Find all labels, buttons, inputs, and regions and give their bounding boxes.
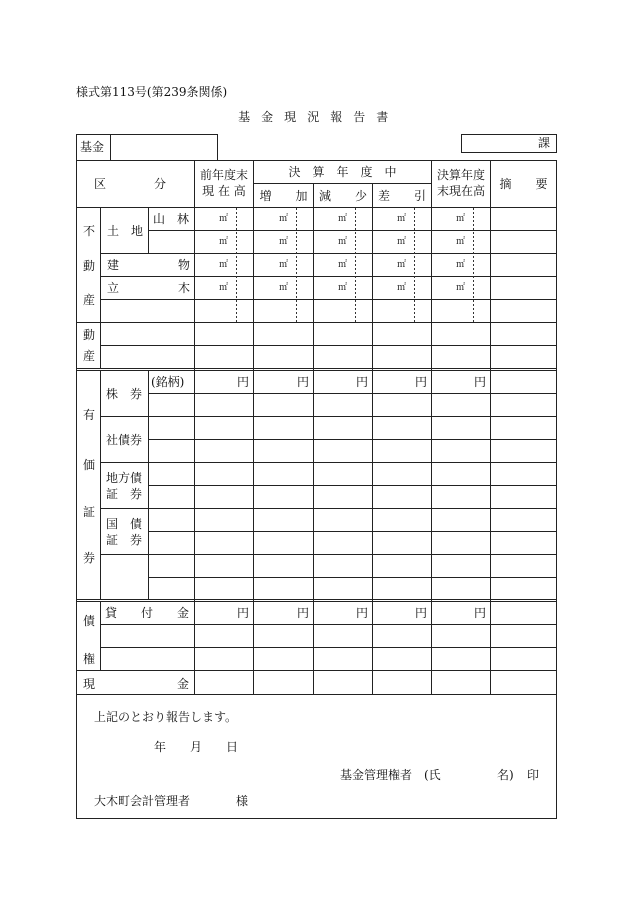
building-label-2: 物 [178, 258, 191, 272]
movables-label-1: 動 [83, 328, 96, 342]
building-label-1: 建 [107, 258, 120, 272]
header-category: 区 分 [94, 177, 167, 191]
fund-manager-label: 基金管理権者 (氏 [340, 768, 441, 782]
name-close-label: 名) [497, 768, 514, 782]
sqm-unit: ㎡ [397, 237, 407, 247]
sqm-unit: ㎡ [219, 283, 229, 293]
yen-unit: 円 [297, 606, 310, 620]
standing-tree-label-2: 木 [178, 281, 191, 295]
sqm-unit: ㎡ [279, 260, 289, 270]
sqm-unit: ㎡ [338, 237, 348, 247]
local-bond-label-2: 証 券 [106, 487, 143, 501]
securities-label-3: 証 [83, 505, 96, 519]
sqm-unit: ㎡ [397, 283, 407, 293]
realestate-label-2: 動 [83, 259, 96, 273]
yen-unit: 円 [297, 375, 310, 389]
realestate-label-1: 不 [83, 224, 96, 238]
sqm-unit: ㎡ [456, 214, 466, 224]
header-remarks: 摘 要 [499, 177, 548, 191]
date-day: 日 [226, 740, 239, 754]
land-label: 土 地 [107, 224, 144, 238]
header-difference: 差 引 [377, 189, 426, 203]
movables-label-2: 産 [83, 349, 96, 363]
page-title: 基 金 現 況 報 告 書 [238, 110, 392, 124]
yen-unit: 円 [474, 375, 487, 389]
securities-label-1: 有 [83, 408, 96, 422]
sqm-unit: ㎡ [456, 260, 466, 270]
national-bond-label-1: 国 債 [106, 517, 143, 531]
claims-label-1: 債 [83, 614, 96, 628]
claims-label-2: 権 [83, 652, 96, 666]
yen-unit: 円 [356, 375, 369, 389]
securities-label-4: 券 [83, 551, 96, 565]
sqm-unit: ㎡ [219, 237, 229, 247]
date-month: 月 [190, 740, 203, 754]
header-yearend-2: 末現在高 [436, 184, 485, 198]
sqm-unit: ㎡ [397, 260, 407, 270]
header-settlement: 決 算 年 度 中 [288, 165, 397, 179]
bond-label: 社債券 [106, 433, 143, 447]
accountant-label: 大木町会計管理者 [94, 794, 191, 808]
yen-unit: 円 [415, 606, 428, 620]
section-label: 課 [538, 136, 551, 150]
standing-tree-label-1: 立 [107, 281, 120, 295]
realestate-label-3: 産 [83, 293, 96, 307]
sqm-unit: ㎡ [219, 260, 229, 270]
header-yearend-1: 決算年度 [436, 168, 485, 182]
forest-label: 山 林 [153, 212, 190, 226]
report-statement: 上記のとおり報告します。 [94, 710, 238, 724]
fund-label: 基金 [80, 140, 105, 154]
sqm-unit: ㎡ [456, 237, 466, 247]
sqm-unit: ㎡ [338, 283, 348, 293]
yen-unit: 円 [474, 606, 487, 620]
sqm-unit: ㎡ [279, 214, 289, 224]
brand-label: (銘柄) [151, 375, 185, 389]
sqm-unit: ㎡ [397, 214, 407, 224]
sqm-unit: ㎡ [456, 283, 466, 293]
form-number: 様式第113号(第239条関係) [76, 85, 228, 99]
seal-label: 印 [527, 768, 540, 782]
header-decrease: 減 少 [318, 189, 367, 203]
national-bond-label-2: 証 券 [106, 533, 143, 547]
yen-unit: 円 [237, 375, 250, 389]
header-prev-2: 現 在 高 [202, 184, 246, 198]
local-bond-label-1: 地方債 [106, 471, 143, 485]
securities-label-2: 価 [83, 458, 96, 472]
sama-label: 様 [236, 794, 249, 808]
sqm-unit: ㎡ [338, 214, 348, 224]
stock-label: 株 券 [106, 387, 143, 401]
yen-unit: 円 [356, 606, 369, 620]
yen-unit: 円 [415, 375, 428, 389]
yen-unit: 円 [237, 606, 250, 620]
sqm-unit: ㎡ [219, 214, 229, 224]
date-year: 年 [154, 740, 167, 754]
sqm-unit: ㎡ [279, 283, 289, 293]
sqm-unit: ㎡ [338, 260, 348, 270]
cash-label-2: 金 [177, 677, 190, 691]
loan-label: 貸 付 金 [105, 606, 190, 620]
cash-label-1: 現 [83, 677, 96, 691]
header-increase: 増 加 [259, 189, 308, 203]
header-prev-1: 前年度末 [199, 168, 248, 182]
sqm-unit: ㎡ [279, 237, 289, 247]
